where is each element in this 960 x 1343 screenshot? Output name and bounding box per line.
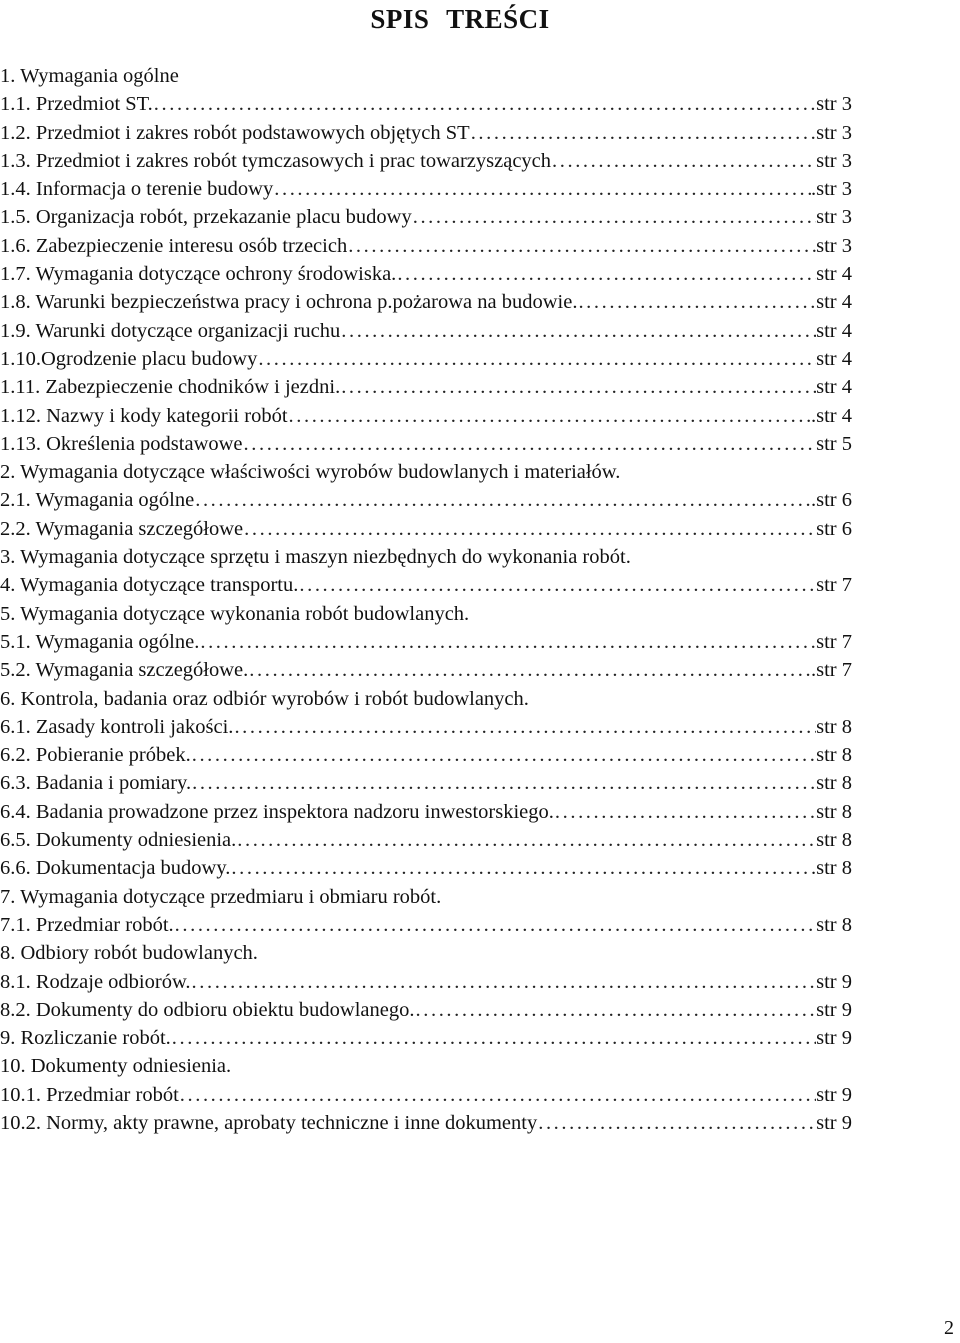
toc-entry-page: str 3 — [816, 149, 852, 172]
dot-leader — [171, 1024, 816, 1052]
toc-entry-label: 6.3. Badania i pomiary. — [0, 772, 192, 795]
toc-entry-label: 6.2. Pobieranie próbek. — [0, 744, 191, 767]
toc-entry — [0, 288, 852, 316]
toc-entry-label: 1.7. Wymagania dotyczące ochrony środowiska. — [0, 263, 397, 286]
toc-entry — [0, 402, 852, 430]
dot-leader — [347, 232, 816, 260]
toc-entry-page: str 7 — [816, 630, 852, 653]
toc-entry-label: 9. Rozliczanie robót. — [0, 1027, 171, 1050]
toc-entry-page: str 9 — [816, 998, 852, 1021]
toc-entry-label: 1.11. Zabezpieczenie chodników i jezdni. — [0, 376, 341, 399]
toc-entry-page: str 8 — [816, 800, 852, 823]
toc-entry — [0, 1081, 852, 1109]
toc-entry — [0, 62, 852, 90]
toc-entry-page: str 6 — [816, 517, 852, 540]
dot-leader — [194, 486, 811, 514]
dot-leader — [554, 798, 816, 826]
dot-leader — [340, 373, 816, 401]
dot-leader — [230, 854, 811, 882]
toc-entry-label: 2. Wymagania dotyczące właściwości wyrobów budowlanych i materiałów. — [0, 461, 621, 484]
toc-entry-label: 10.2. Normy, akty prawne, aprobaty techniczne i inne dokumenty — [0, 1111, 538, 1134]
toc-entry-page: .str 3 — [811, 178, 852, 201]
toc-entry-page: str 4 — [816, 376, 852, 399]
dot-leader — [236, 826, 816, 854]
toc-entry-label: 3. Wymagania dotyczące sprzętu i maszyn niezbędnych do wykonania robót. — [0, 546, 631, 569]
dot-leader — [191, 968, 817, 996]
toc-entry-label: 8. Odbiory robót budowlanych. — [0, 942, 258, 965]
dot-leader — [340, 317, 816, 345]
toc-entry-label: 6.4. Badania prowadzone przez inspektora nadzoru inwestorskiego. — [0, 800, 554, 823]
dot-leader — [243, 515, 816, 543]
dot-leader — [257, 345, 816, 373]
dot-leader — [179, 1081, 816, 1109]
toc-entry — [0, 175, 852, 203]
toc-entry-label: 8.1. Rodzaje odbiorów. — [0, 970, 191, 993]
toc-entry — [0, 260, 852, 288]
toc-entry-page: str 4 — [816, 263, 852, 286]
dot-leader — [577, 288, 816, 316]
toc-entry — [0, 515, 852, 543]
dot-leader — [273, 175, 811, 203]
dot-leader — [537, 1109, 816, 1137]
toc-entry-page: str 3 — [816, 206, 852, 229]
toc-entry-label: 1.9. Warunki dotyczące organizacji ruchu — [0, 319, 341, 342]
dot-leader — [415, 996, 817, 1024]
toc-entry — [0, 317, 852, 345]
toc-entry-label: 2.1. Wymagania ogólne — [0, 489, 195, 512]
page-number: 2 — [944, 1317, 954, 1339]
toc-entry — [0, 996, 852, 1024]
page-title: SPIS TREŚCI — [370, 4, 550, 34]
toc-entry-page: str 8 — [816, 772, 852, 795]
toc-entry-label: 1.2. Przedmiot i zakres robót podstawowych objętych ST — [0, 121, 470, 144]
toc-entry-page: str 8 — [816, 715, 852, 738]
toc-entry-label: 6.5. Dokumenty odniesienia. — [0, 829, 237, 852]
dot-leader — [199, 628, 816, 656]
toc-entry-page: str 3 — [816, 93, 852, 116]
toc-entry-label: 2.2. Wymagania szczegółowe — [0, 517, 244, 540]
toc-entry-label: 5.1. Wymagania ogólne. — [0, 630, 200, 653]
toc-entry — [0, 600, 852, 628]
toc-entry-label: 6.1. Zasady kontroli jakości. — [0, 715, 234, 738]
toc-entry — [0, 232, 852, 260]
toc-entry — [0, 769, 852, 797]
table-of-contents — [0, 62, 852, 1137]
dot-leader — [174, 911, 816, 939]
dot-leader — [298, 571, 816, 599]
toc-entry — [0, 203, 852, 231]
toc-entry-page: str 4 — [816, 319, 852, 342]
dot-leader — [470, 119, 816, 147]
toc-entry — [0, 713, 852, 741]
toc-entry-page: .str 8 — [811, 857, 852, 880]
toc-entry-page: str 9 — [816, 1083, 852, 1106]
toc-entry-label: 10. Dokumenty odniesienia. — [0, 1055, 232, 1078]
dot-leader — [396, 260, 816, 288]
toc-entry-label: 6. Kontrola, badania oraz odbiór wyrobów i robót budowlanych. — [0, 687, 529, 710]
toc-entry — [0, 911, 852, 939]
dot-leader — [243, 430, 817, 458]
toc-entry-label: 1.8. Warunki bezpieczeństwa pracy i ochrona p.pożarowa na budowie. — [0, 291, 578, 314]
toc-entry-label: 6.6. Dokumentacja budowy. — [0, 857, 231, 880]
toc-entry — [0, 741, 852, 769]
toc-entry — [0, 826, 852, 854]
toc-entry-label: 7.1. Przedmiar robót. — [0, 913, 174, 936]
toc-entry-label: 1.12. Nazwy i kody kategorii robót — [0, 404, 288, 427]
toc-entry-page: str 9 — [816, 1111, 852, 1134]
toc-entry-label: 1.6. Zabezpieczenie interesu osób trzecich — [0, 234, 348, 257]
toc-entry-label: 10.1. Przedmiar robót — [0, 1083, 179, 1106]
toc-entry-label: 5.2. Wymagania szczegółowe. — [0, 659, 249, 682]
toc-entry — [0, 345, 852, 373]
toc-entry-page: str 9 — [816, 970, 852, 993]
toc-entry — [0, 486, 852, 514]
toc-entry-label: 1.1. Przedmiot ST. — [0, 93, 153, 116]
toc-entry — [0, 571, 852, 599]
toc-entry-label: 5. Wymagania dotyczące wykonania robót budowlanych. — [0, 602, 470, 625]
toc-entry-label: 8.2. Dokumenty do odbioru obiektu budowlanego. — [0, 998, 415, 1021]
toc-entry-page: str 3 — [816, 234, 852, 257]
toc-entry — [0, 90, 852, 118]
toc-entry-label: 7. Wymagania dotyczące przedmiaru i obmiaru robót. — [0, 885, 442, 908]
toc-entry-page: str 9 — [816, 1027, 852, 1050]
dot-leader — [551, 147, 816, 175]
toc-entry-label: 1. Wymagania ogólne — [0, 65, 179, 87]
dot-leader — [191, 769, 816, 797]
toc-entry — [0, 628, 852, 656]
toc-entry — [0, 430, 852, 458]
toc-entry-label: 1.5. Organizacja robót, przekazanie placu budowy — [0, 206, 412, 229]
toc-entry-page: str 8 — [816, 744, 852, 767]
toc-entry-label: 1.4. Informacja o terenie budowy — [0, 178, 274, 201]
toc-entry — [0, 656, 852, 684]
dot-leader — [248, 656, 811, 684]
toc-entry — [0, 685, 852, 713]
toc-entry-page: str 7 — [816, 574, 852, 597]
toc-entry — [0, 968, 852, 996]
toc-entry-page: str 5 — [816, 432, 852, 455]
dot-leader — [153, 90, 816, 118]
toc-entry — [0, 373, 852, 401]
toc-entry — [0, 883, 852, 911]
toc-entry-page: str 3 — [816, 121, 852, 144]
toc-entry — [0, 543, 852, 571]
toc-entry — [0, 1052, 852, 1080]
toc-entry-page: str 8 — [816, 913, 852, 936]
toc-entry — [0, 939, 852, 967]
toc-entry — [0, 854, 852, 882]
dot-leader — [412, 203, 816, 231]
toc-entry-page: .str 6 — [811, 489, 852, 512]
toc-entry — [0, 1109, 852, 1137]
toc-entry — [0, 1024, 852, 1052]
toc-entry-label: 1.3. Przedmiot i zakres robót tymczasowych i prac towarzyszących — [0, 149, 552, 172]
toc-entry-label: 4. Wymagania dotyczące transportu. — [0, 574, 299, 597]
toc-entry-page: str 8 — [816, 829, 852, 852]
toc-entry-page: str 4 — [816, 347, 852, 370]
toc-entry — [0, 147, 852, 175]
dot-leader — [191, 741, 816, 769]
toc-entry-label: 1.10.Ogrodzenie placu budowy — [0, 347, 258, 370]
toc-entry — [0, 119, 852, 147]
toc-entry — [0, 798, 852, 826]
toc-entry-page: .str 4 — [811, 404, 852, 427]
toc-entry — [0, 458, 852, 486]
toc-entry-page: str 4 — [816, 291, 852, 314]
dot-leader — [288, 402, 811, 430]
dot-leader — [233, 713, 816, 741]
toc-entry-label: 1.13. Określenia podstawowe — [0, 432, 243, 455]
toc-entry-page: .str 7 — [811, 659, 852, 682]
